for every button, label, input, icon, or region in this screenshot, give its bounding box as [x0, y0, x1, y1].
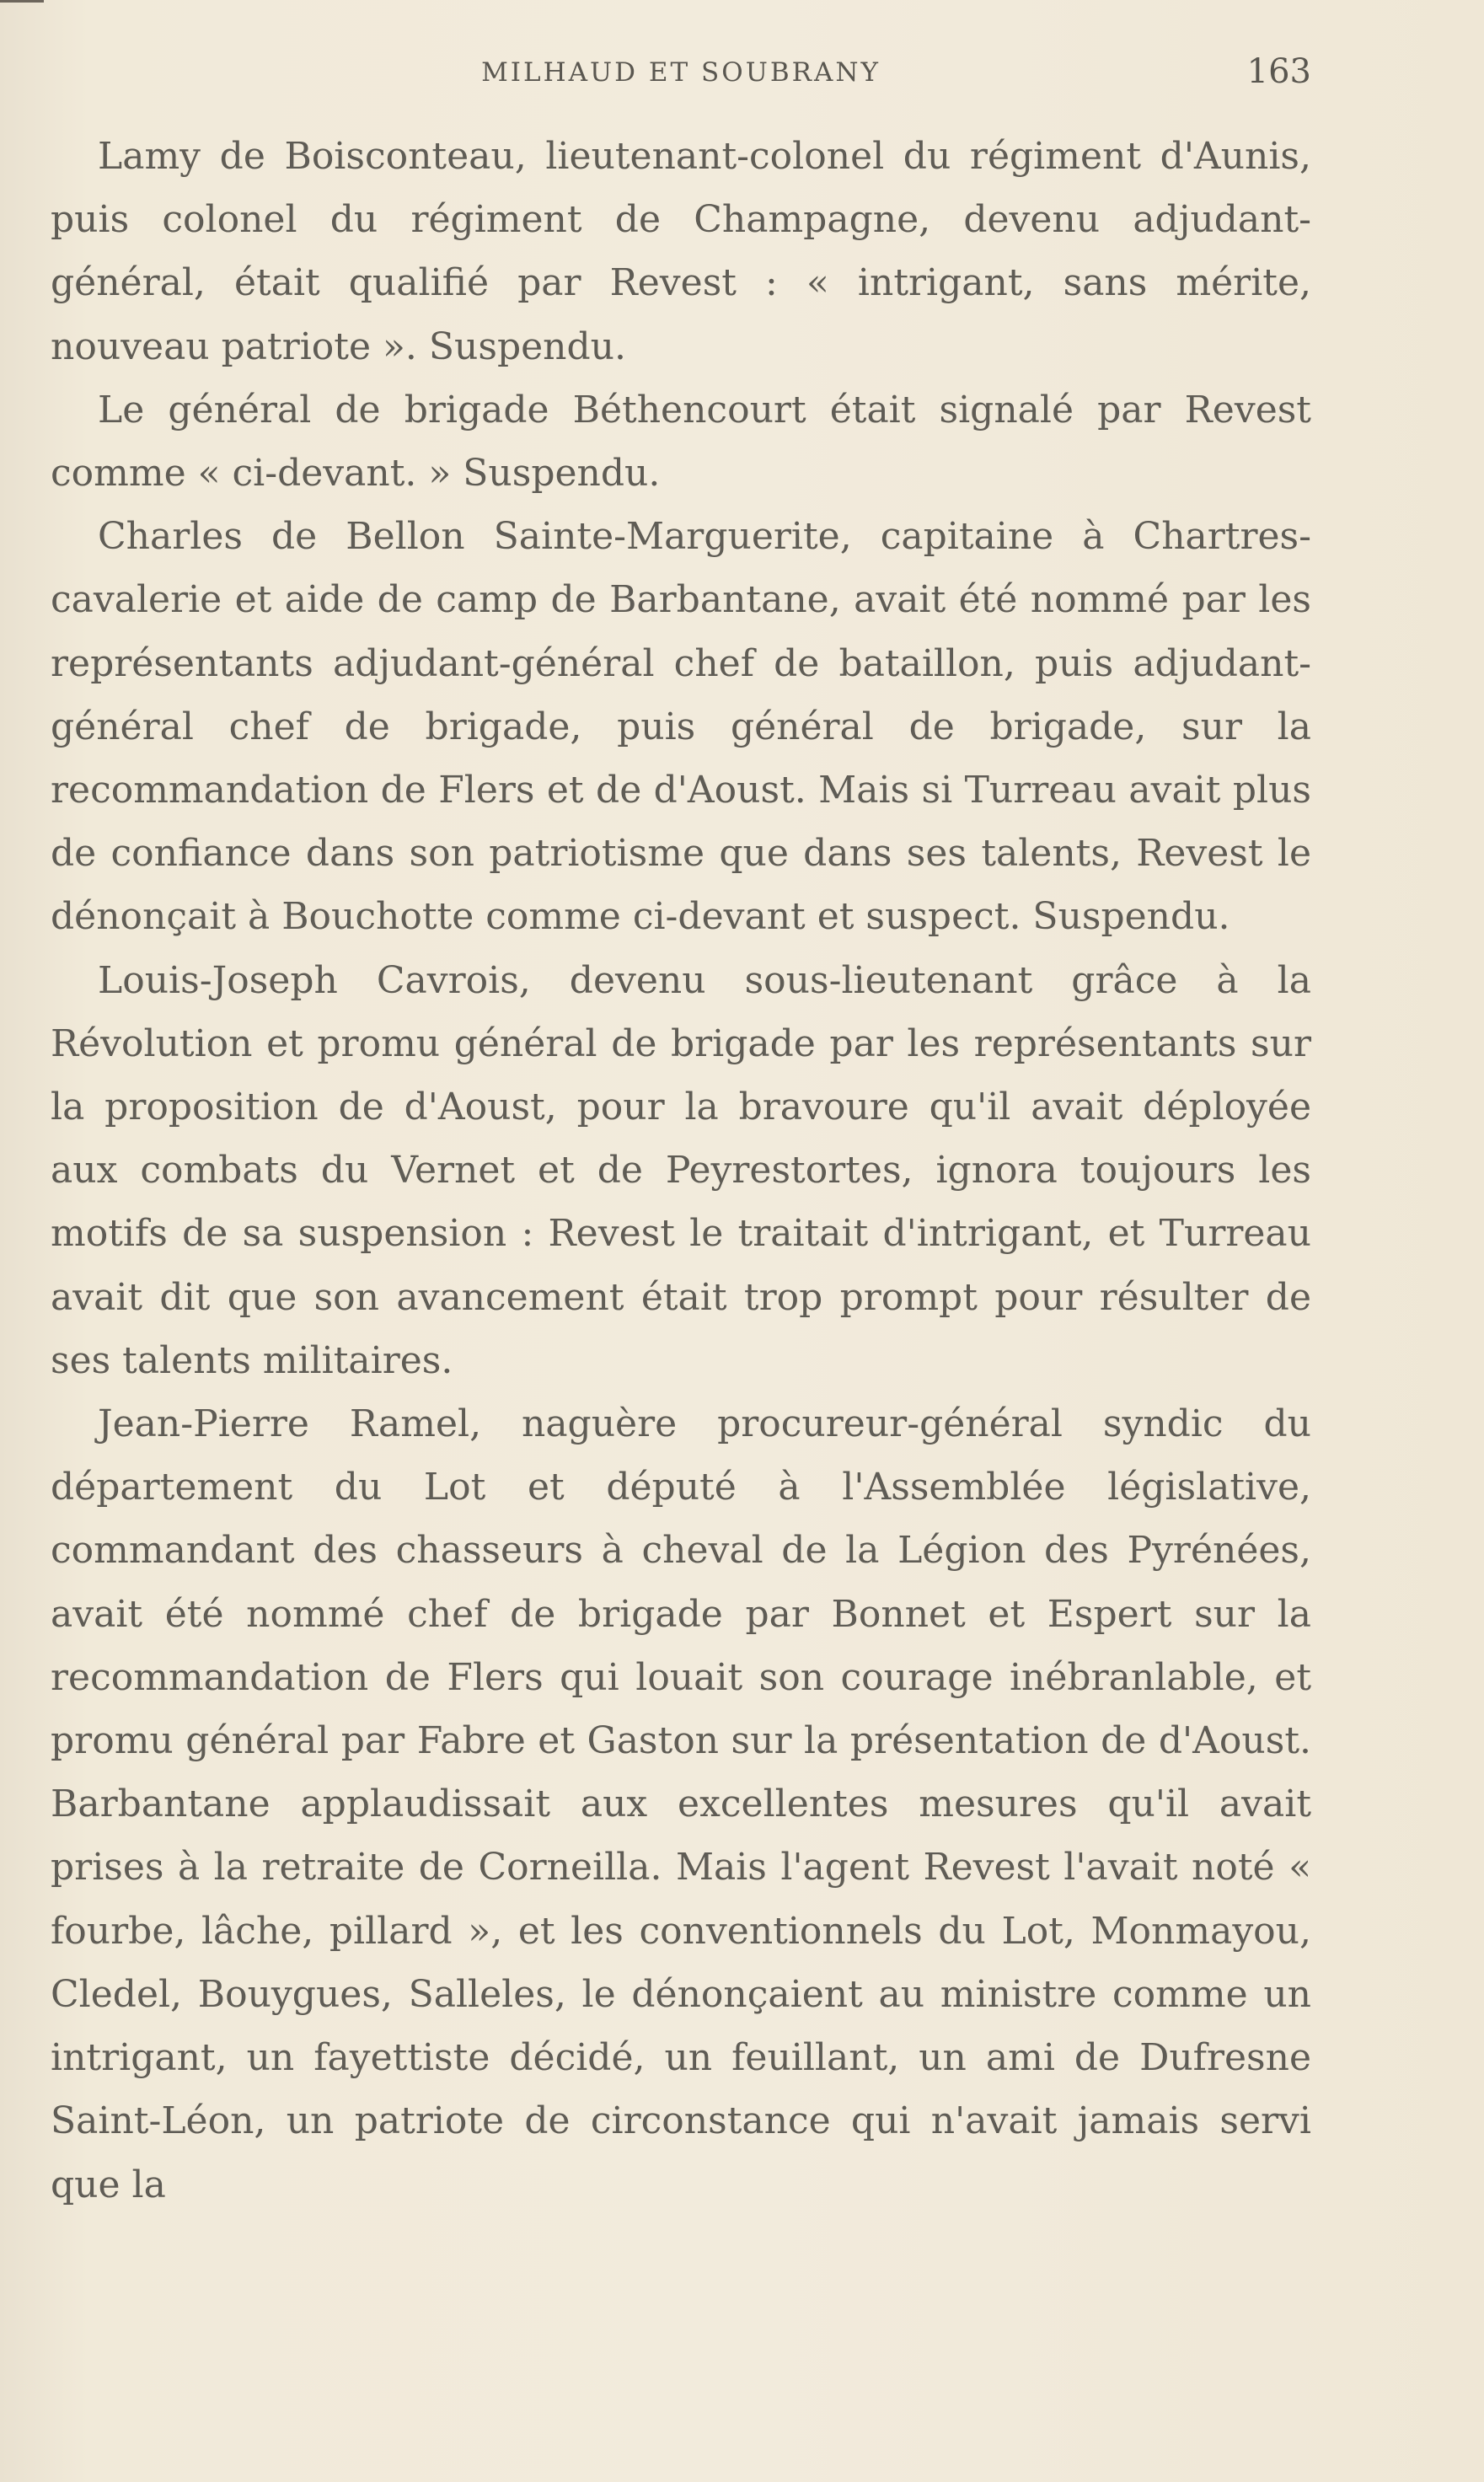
page-number: 163: [1246, 52, 1311, 91]
paragraph: Louis-Joseph Cavrois, devenu sous-lieutenant grâce à la Révolution et promu général de brigade par les représentants sur la proposition de d'Aoust, pour la bravoure qu'il avait déployée aux combats du Vernet et de Peyrestortes, ignora toujours les motifs de sa suspension : Revest le traitait d'intrigant, et Turreau avait dit que son avancement était trop prompt pour résulter de ses talents militaires.: [51, 958, 1311, 1382]
running-head: MILHAUD ET SOUBRANY: [481, 57, 881, 88]
body-text: [51, 125, 1311, 2217]
paragraph: Le général de brigade Béthencourt était signalé par Revest comme « ci-devant. » Suspendu.: [51, 388, 1311, 496]
paragraph: Jean-Pierre Ramel, naguère procureur-général syndic du département du Lot et député à l'Assemblée législative, commandant des chasseurs à cheval de la Légion des Pyrénées, avait été nommé chef de brigade par Bonnet et Espert sur la recommandation de Flers qui louait son courage inébranlable, et promu général par Fabre et Gaston sur la présentation de d'Aoust. Barbantane applaudissait aux excellentes mesures qu'il avait prises à la retraite de Corneilla. Mais l'agent Revest l'avait noté « fourbe, lâche, pillard », et les conventionnels du Lot, Monmayou, Cledel, Bouygues, Salleles, le dénonçaient au ministre comme un intrigant, un fayettiste décidé, un feuillant, un ami de Dufresne Saint-Léon, un patriote de circonstance qui n'avait jamais servi que la: [51, 1402, 1311, 2206]
paragraph: Lamy de Boisconteau, lieutenant-colonel du régiment d'Aunis, puis colonel du régiment de Champagne, devenu adjudant-général, était qualifié par Revest : « intrigant, sans mérite, nouveau patriote ». Suspendu.: [51, 135, 1311, 368]
page-edge-mark: [0, 0, 44, 3]
paragraph: Charles de Bellon Sainte-Marguerite, capitaine à Chartres-cavalerie et aide de camp de Barbantane, avait été nommé par les représentants adjudant-général chef de bataillon, puis adjudant-général chef de brigade, puis général de brigade, sur la recommandation de Flers et de d'Aoust. Mais si Turreau avait plus de confiance dans son patriotisme que dans ses talents, Revest le dénonçait à Bouchotte comme ci-devant et suspect. Suspendu.: [51, 515, 1311, 939]
page-header: [51, 52, 1311, 99]
